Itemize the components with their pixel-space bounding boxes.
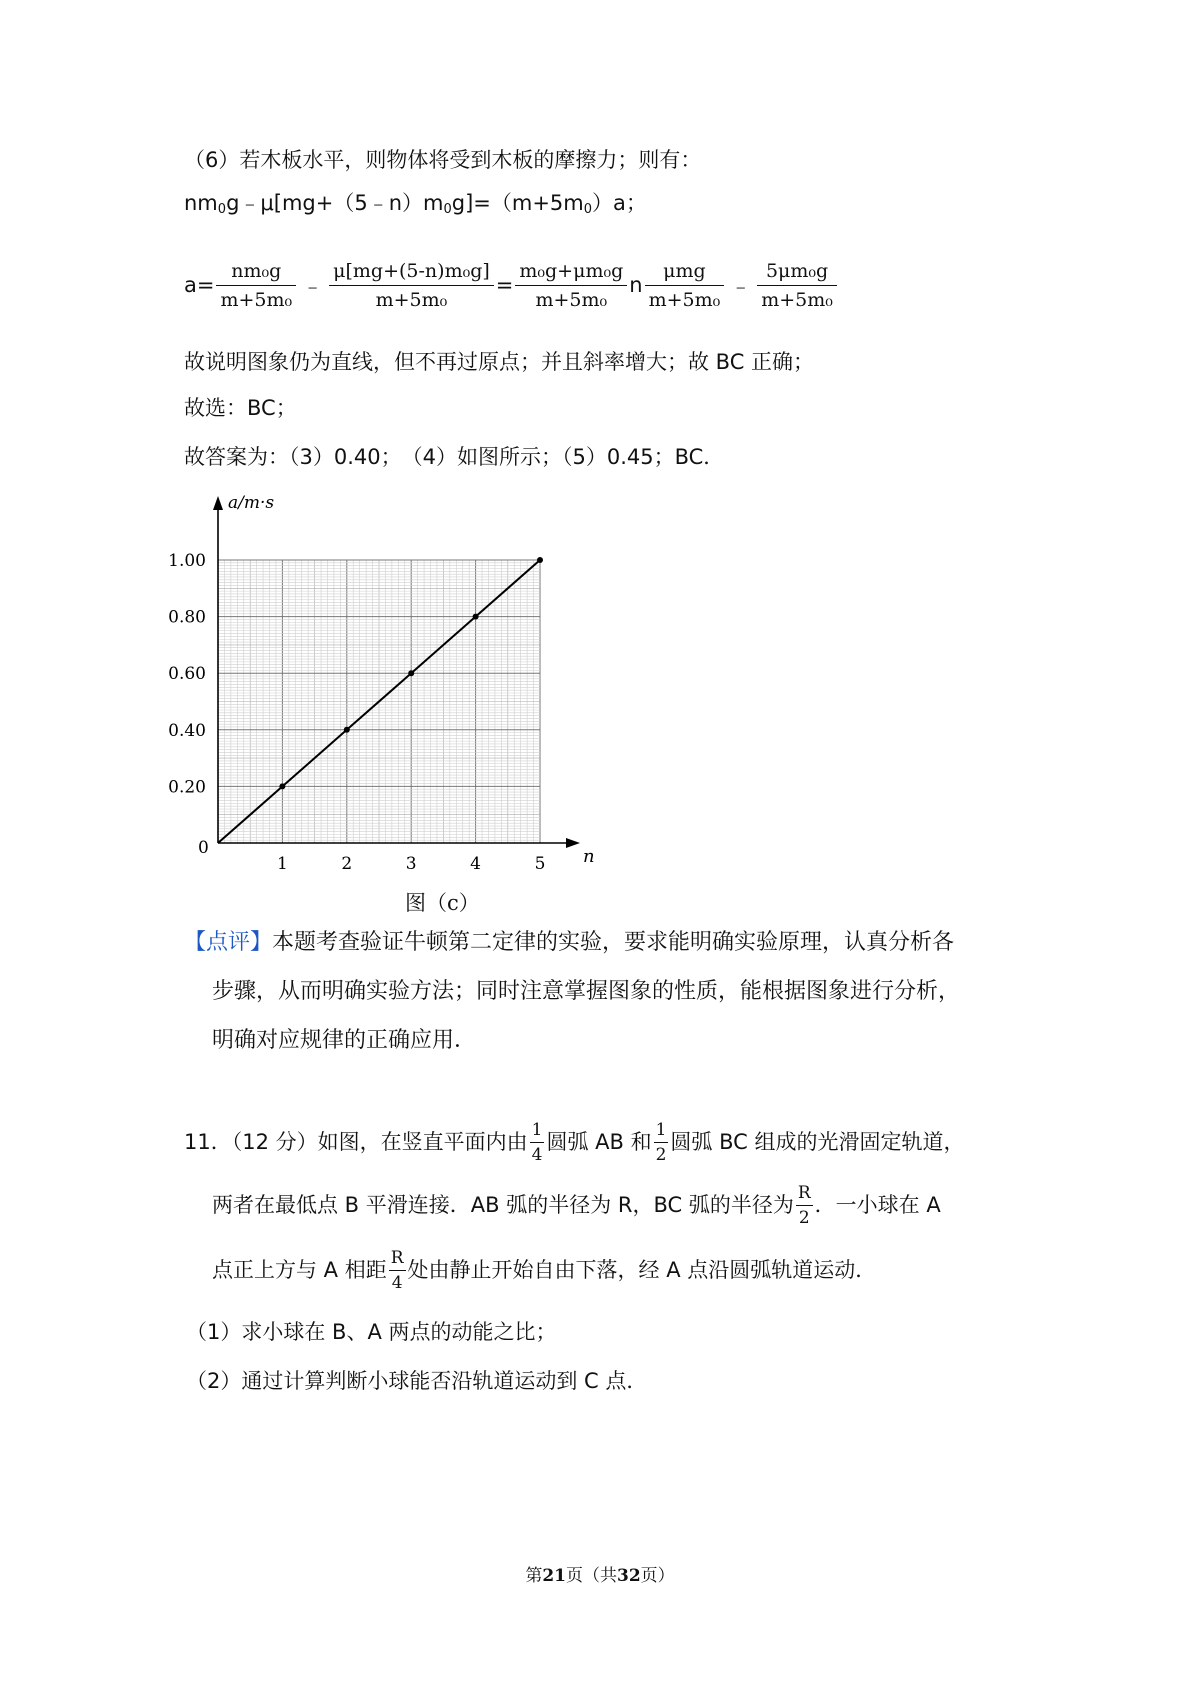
fraction-quarter-num: 1 [530,1119,545,1143]
eq2-fraction-2-numerator: μ[mg+(5-n)m₀g] [329,259,494,286]
question-text-2b: ．一小球在 A [814,1193,941,1217]
fraction-r-half-num: R [796,1182,813,1206]
question-text-3b: 处由静止开始自由下落，经 A 点沿圆弧轨道运动． [407,1258,877,1282]
y-tick-label: 0.40 [168,720,206,741]
x-tick-label: 1 [276,854,288,874]
data-point [408,670,414,676]
footer-total-pages: 32 [617,1566,641,1586]
eq2-variable-n: n [629,273,643,297]
page-footer [0,1561,1200,1586]
footer-prefix: 第 [525,1566,543,1586]
eq1-sub-d: 0 [443,202,452,217]
y-tick-label: 0.80 [168,607,206,628]
footer-middle: 页（共 [566,1566,617,1586]
eq2-fraction-2-denominator: m+5m₀ [375,288,448,311]
y-tick-label: 0.20 [168,777,206,798]
figure-caption: 图（c） [405,891,480,915]
eq1-part-a: nm [184,191,218,215]
question-text-3a: 点正上方与 A 相距 [212,1258,387,1282]
y-tick-label: 1.00 [168,551,206,571]
fraction-quarter [530,1119,545,1166]
eq2-fraction-3 [515,259,627,312]
y-axis-label: a/m·s [228,493,275,513]
data-point [537,557,543,563]
eq2-lhs: a= [184,273,215,297]
question-text-2a: 两者在最低点 B 平滑连接．AB 弧的半径为 R，BC 弧的半径为 [212,1193,794,1217]
solution-line-5: 故答案为：（3）0.40； （4）如图所示；（5）0.45；BC． [184,445,725,469]
fraction-half [654,1119,669,1166]
eq2-fraction-4-denominator: m+5m₀ [648,288,721,311]
graph-c [168,490,638,880]
origin-label: 0 [198,838,209,858]
data-point [473,614,479,620]
eq2-fraction-3-numerator: m₀g+μm₀g [515,259,627,286]
equation-2 [184,250,839,320]
data-point [279,783,285,789]
y-axis-arrow [213,496,223,510]
x-axis-label: n [583,846,595,867]
solution-line-3: 故说明图象仍为直线，但不再过原点；并且斜率增大；故 BC 正确； [184,350,815,374]
eq1-part-e: g]=（m+5m [451,191,584,215]
eq2-operator-1: ﹣ [302,274,324,298]
x-tick-label: 3 [405,854,417,874]
x-tick-label: 5 [534,854,546,874]
eq2-fraction-4 [645,259,725,312]
fraction-r-half [796,1182,813,1229]
fraction-quarter-den: 4 [531,1144,543,1165]
review-line-2: 步骤，从而明确实验方法；同时注意掌握图象的性质，能根据图象进行分析， [212,979,961,1004]
solution-line-1: （6）若木板水平，则物体将受到木板的摩擦力；则有： [184,148,702,172]
question-line-1 [184,1112,964,1172]
review-tag: 【点评】 [184,930,273,955]
fraction-r-quarter-num: R [389,1247,406,1271]
footer-page-number: 21 [542,1566,566,1586]
review-text-1: 本题考查验证牛顿第二定律的实验，要求能明确实验原理，认真分析各 [272,930,955,955]
question-line-3 [212,1240,876,1300]
fraction-r-half-den: 2 [798,1207,810,1228]
x-tick-label: 2 [341,854,353,874]
question-line-2 [212,1175,941,1235]
question-part-2: （2）通过计算判断小球能否沿轨道运动到 C 点． [186,1369,648,1393]
eq2-fraction-1-denominator: m+5m₀ [220,288,293,311]
y-tick-label: 0.60 [168,664,206,685]
fraction-r-quarter [389,1247,406,1294]
fraction-r-quarter-den: 4 [391,1272,403,1293]
review-line-1 [184,929,954,957]
eq2-fraction-2 [329,259,494,312]
fraction-half-num: 1 [654,1119,669,1143]
eq2-fraction-1 [216,259,296,312]
data-point [344,727,350,733]
equation-1 [184,189,647,224]
eq2-fraction-5 [757,259,837,312]
eq2-operator-2: ﹣ [730,274,752,298]
x-axis-arrow [566,838,580,848]
x-tick-label: 4 [470,854,482,874]
eq1-part-c: g﹣μ[mg+（5﹣n）m [226,191,444,215]
eq2-fraction-5-denominator: m+5m₀ [761,288,833,311]
fraction-half-den: 2 [655,1144,667,1165]
question-part-1: （1）求小球在 B、A 两点的动能之比； [186,1320,557,1344]
footer-suffix: 页） [640,1566,675,1586]
eq2-equals: = [495,273,514,297]
question-text-1b: 圆弧 AB 和 [546,1130,652,1154]
eq1-part-g: ）a； [592,191,647,215]
eq2-fraction-1-numerator: nm₀g [216,259,296,286]
eq1-sub-f: 0 [583,202,593,217]
eq1-sub-b: 0 [217,202,227,217]
eq2-fraction-5-numerator: 5μm₀g [757,259,837,286]
question-text-1c: 圆弧 BC 组成的光滑固定轨道， [670,1130,965,1154]
review-line-3: 明确对应规律的正确应用． [212,1028,477,1053]
eq2-fraction-4-numerator: μmg [645,259,725,286]
question-text-1a: 11．（12 分）如图，在竖直平面内由 [184,1130,528,1154]
solution-line-4: 故选：BC； [184,396,297,420]
eq2-fraction-3-denominator: m+5m₀ [535,288,608,311]
